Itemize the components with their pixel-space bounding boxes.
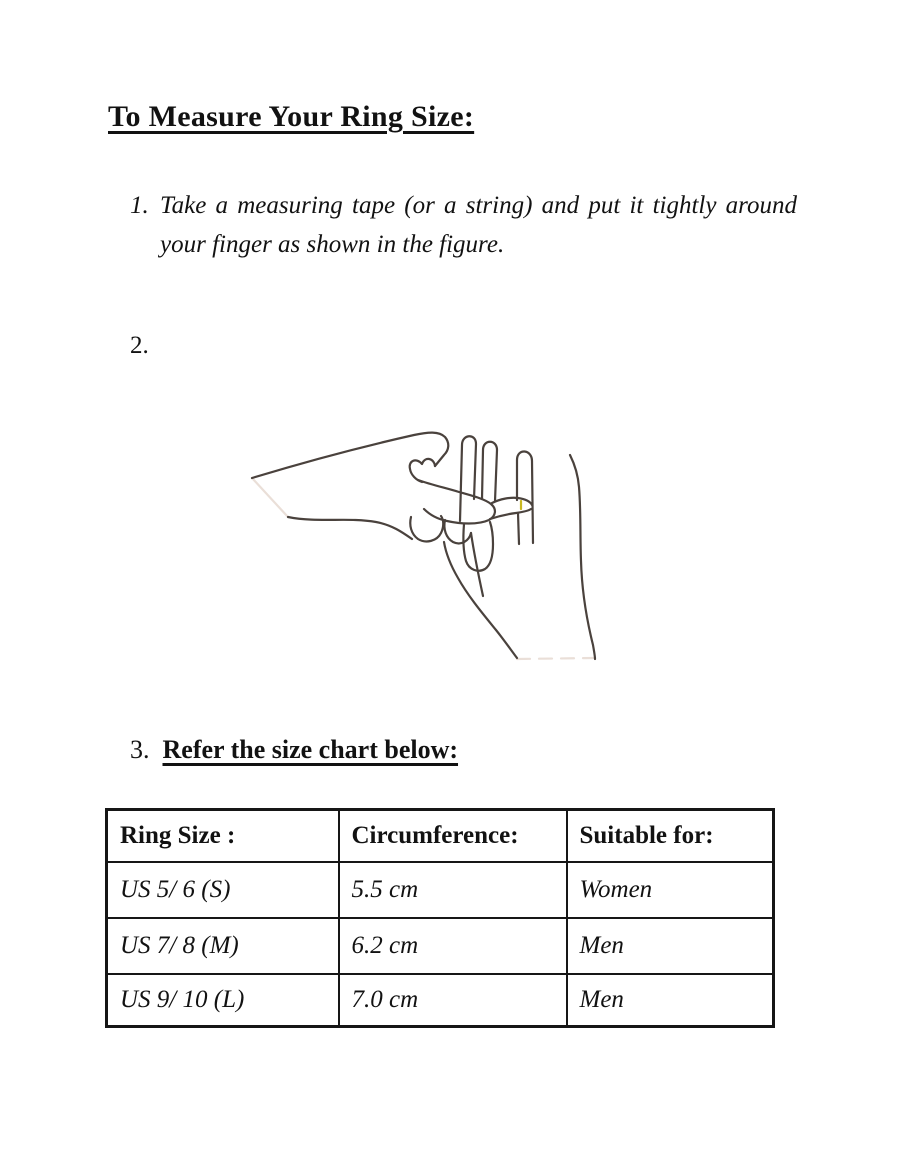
table-row	[107, 862, 774, 918]
upright-finger-2	[482, 442, 497, 501]
step-1-marker: 1.	[130, 192, 149, 219]
hanging-middle-finger	[463, 522, 493, 571]
step-3-text: Refer the size chart below:	[162, 735, 459, 764]
step-3	[130, 733, 458, 767]
illustration-strokes	[252, 433, 595, 659]
curled-finger-knuckle-a	[410, 516, 443, 541]
hands-measuring-ring-size-illustration	[240, 412, 660, 672]
wrist-cut-line	[517, 658, 593, 659]
hand-measurement-figure	[240, 412, 660, 672]
pinching-index-finger	[418, 480, 495, 524]
table-cell-size: US 5/ 6 (S)	[107, 862, 339, 918]
step-1-text: Take a measuring tape (or a string) and put it tightly around your finger as shown in the figure.	[160, 192, 797, 258]
table-cell-suitable: Men	[567, 918, 774, 974]
left-hand-drawing	[252, 433, 495, 571]
table-cell-circumference: 5.5 cm	[339, 862, 567, 918]
column-header-circumference: Circumference:	[339, 810, 567, 863]
left-arm-top-line	[252, 433, 448, 478]
step-2	[130, 331, 149, 361]
table-cell-suitable: Men	[567, 974, 774, 1027]
table-row	[107, 974, 774, 1027]
string-band-bottom	[490, 509, 531, 519]
right-hand-drawing	[444, 436, 595, 659]
table-cell-suitable: Women	[567, 862, 774, 918]
arm-cut-line	[252, 478, 288, 517]
column-header-suitable-for: Suitable for:	[567, 810, 774, 863]
hand-right-contour	[570, 455, 595, 659]
table-cell-size: US 9/ 10 (L)	[107, 974, 339, 1027]
ring-finger-lower-edge	[518, 513, 519, 544]
page-title: To Measure Your Ring Size:	[108, 100, 475, 133]
column-header-ring-size: Ring Size :	[107, 810, 339, 863]
table-header-row	[107, 810, 774, 863]
table-cell-size: US 7/ 8 (M)	[107, 918, 339, 974]
step-3-marker: 3.	[130, 735, 150, 764]
table-cell-circumference: 6.2 cm	[339, 918, 567, 974]
string-band-top	[492, 498, 532, 505]
size-chart-table	[105, 808, 775, 1028]
table-row	[107, 918, 774, 974]
step-1	[130, 186, 800, 264]
palm-left-contour	[444, 542, 517, 658]
table-cell-circumference: 7.0 cm	[339, 974, 567, 1027]
left-arm-bottom-line	[288, 517, 412, 539]
step-2-marker: 2.	[130, 332, 149, 359]
left-thumb-line	[410, 459, 435, 482]
finger-gap-line	[471, 533, 483, 596]
upright-finger-1	[460, 436, 476, 521]
measuring-string-band	[490, 498, 532, 519]
